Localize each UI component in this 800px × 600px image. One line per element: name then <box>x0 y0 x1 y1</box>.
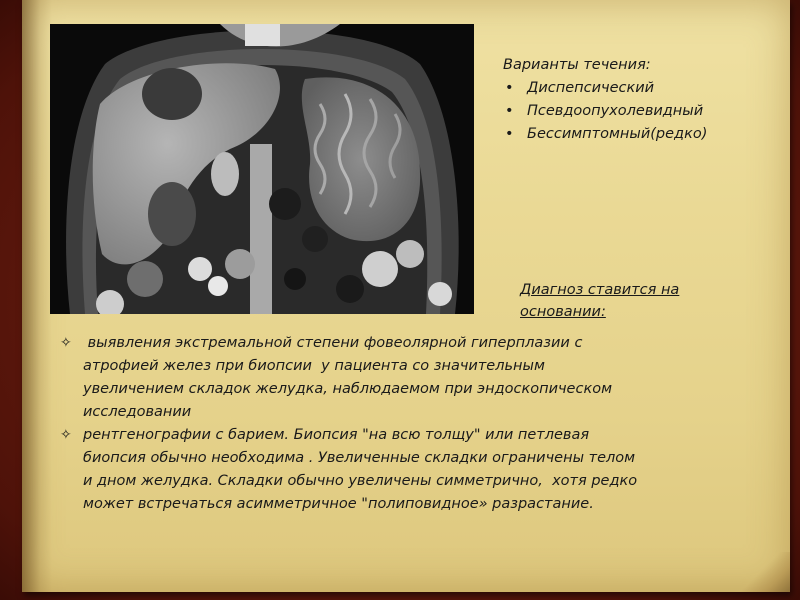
list-item <box>60 332 740 424</box>
variant-label: Псевдоопухолевидный <box>527 103 704 119</box>
diagnosis-heading-line: Диагноз ставится на <box>520 282 680 298</box>
variant-label: Диспепсический <box>527 80 655 96</box>
basis-line: атрофией желез при биопсии у пациента со значительным <box>83 358 545 374</box>
course-variants-list <box>503 77 707 146</box>
list-item <box>503 123 707 146</box>
variant-label: Бессимптомный(редко) <box>527 126 708 142</box>
course-variants-title: Варианты течения: <box>503 57 651 73</box>
star-icon: ✧ <box>60 427 72 443</box>
basis-line: выявления экстремальной степени фовеолярной гиперплазии с <box>83 335 583 351</box>
course-variants <box>503 54 707 146</box>
page-curl <box>730 552 790 592</box>
basis-line: исследовании <box>83 404 192 420</box>
bullet-icon: • <box>505 126 514 142</box>
ct-scan-image <box>50 24 474 314</box>
basis-line: рентгенографии с барием. Биопсия "на всю толщу" или петлевая <box>83 427 590 443</box>
bullet-icon: • <box>505 80 514 96</box>
basis-line: и дном желудка. Складки обычно увеличены симметрично, хотя редко <box>83 473 638 489</box>
list-item <box>503 100 707 123</box>
diagnosis-heading <box>520 279 750 323</box>
list-item <box>60 424 740 516</box>
diagnosis-heading-line: основании: <box>520 304 606 320</box>
basis-line: увеличением складок желудка, наблюдаемом при эндоскопическом <box>83 381 613 397</box>
basis-line: биопсия обычно необходима . Увеличенные складки ограничены телом <box>83 450 636 466</box>
bullet-icon: • <box>505 103 514 119</box>
star-icon: ✧ <box>60 335 72 351</box>
diagnosis-basis-list <box>60 332 740 516</box>
page-spine-shadow <box>22 0 52 592</box>
basis-line: может встречаться асимметричное "полиповидное» разрастание. <box>83 496 594 512</box>
list-item <box>503 77 707 100</box>
